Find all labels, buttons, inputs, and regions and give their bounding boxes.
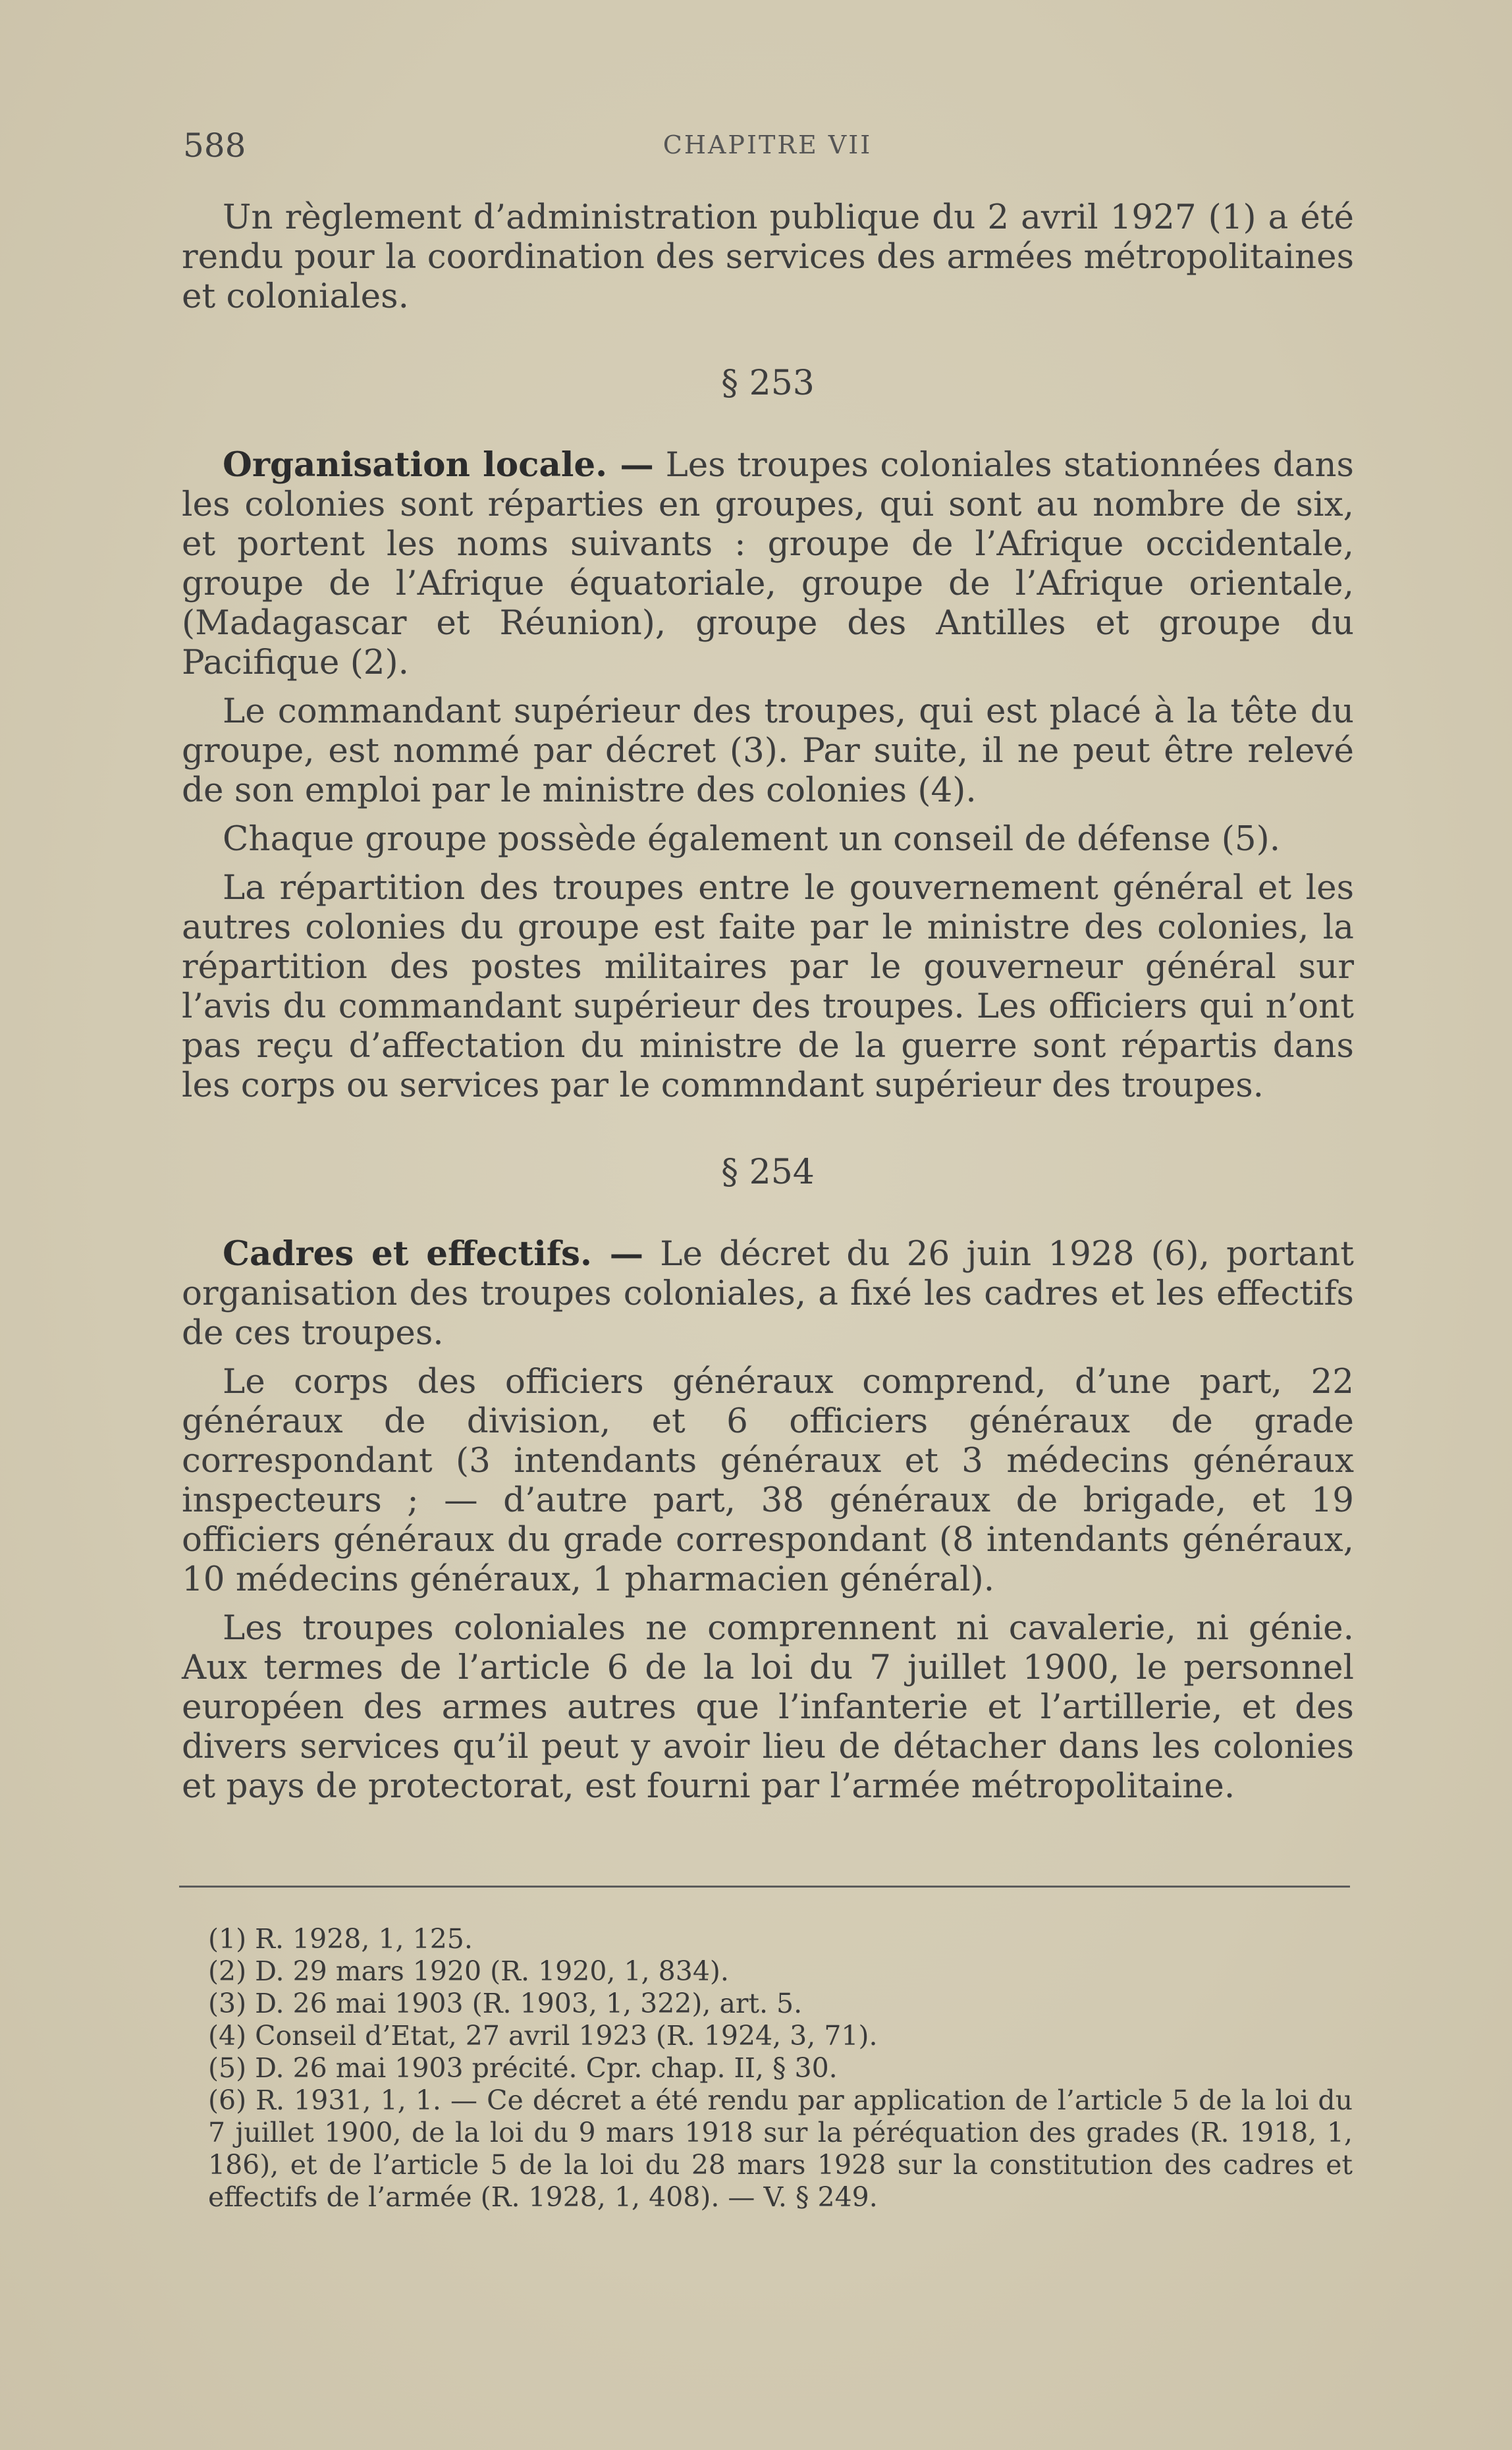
section-254-paragraph-3: Les troupes coloniales ne comprennent ni cavalerie, ni génie. Aux termes de l’article 6 de la loi du 7 juillet 1900, le personnel européen des armes autres que l’infanterie et l’artillerie, et des divers services qu’il peut y avoir lieu de détacher dans les colonies et pays de protectorat, est fourni par l’armée métropolitaine. xyxy=(182,1608,1354,1806)
section-253-heading: § 253 xyxy=(721,364,815,403)
footnote-5: (5) D. 26 mai 1903 précité. Cpr. chap. II, § 30. xyxy=(208,2052,838,2084)
footnote-2: (2) D. 29 mars 1920 (R. 1920, 1, 834). xyxy=(208,1955,729,1987)
section-253-paragraph-2: Le commandant supérieur des troupes, qui est placé à la tête du groupe, est nommé par décret (3). Par suite, il ne peut être relevé de son emploi par le ministre des colonies (4). xyxy=(182,692,1354,810)
section-254-run-in-title: Cadres et effectifs. — xyxy=(223,1234,644,1274)
section-253-run-in-title: Organisation locale. — xyxy=(223,445,654,485)
footnote-3: (3) D. 26 mai 1903 (R. 1903, 1, 322), art. 5. xyxy=(208,1988,803,2019)
intro-paragraph: Un règlement d’administration publique du 2 avril 1927 (1) a été rendu pour la coordination des services des armées métropolitaines et coloniales. xyxy=(182,198,1354,316)
footnote-1: (1) R. 1928, 1, 125. xyxy=(208,1923,473,1955)
main-text xyxy=(182,198,1354,1815)
section-253-paragraph-1 xyxy=(182,445,1354,682)
page-number: 588 xyxy=(183,126,246,165)
section-254-paragraph-2: Le corps des officiers généraux comprend, d’une part, 22 généraux de division, et 6 officiers généraux de grade correspondant (3 intendants généraux et 3 médecins généraux inspecteurs ; — d’autre part, 38 généraux de brigade, et 19 officiers généraux du grade correspondant (8 intendants généraux, 10 médecins généraux, 1 pharmacien général). xyxy=(182,1362,1354,1599)
section-253-paragraph-3: Chaque groupe possède également un conseil de défense (5). xyxy=(223,819,1281,859)
section-254-heading: § 254 xyxy=(721,1153,815,1192)
footnote-4: (4) Conseil d’Etat, 27 avril 1923 (R. 1924, 3, 71). xyxy=(208,2020,878,2052)
footnote-6: (6) R. 1931, 1, 1. — Ce décret a été rendu par application de l’article 5 de la loi du 7 juillet 1900, de la loi du 9 mars 1918 sur la péréquation des grades (R. 1918, 1, 186), et de l’article 5 de la loi du 28 mars 1928 sur la constitution des cadres et effectifs de l’armée (R. 1928, 1, 408). — V. § 249. xyxy=(208,2084,1353,2213)
running-head: CHAPITRE VII xyxy=(662,130,873,159)
section-254-paragraph-1 xyxy=(182,1234,1354,1353)
section-253-paragraph-1-text: Les troupes coloniales stationnées dans les colonies sont réparties en groupes, qui sont au nombre de six, et portent les noms suivants : groupe de l’Afrique occidentale, groupe de l’Afrique équatoriale, groupe de l’Afrique orientale, (Madagascar et Réunion), groupe des Antilles et groupe du Pacifique (2). xyxy=(182,445,1354,682)
section-254-paragraph-1-text: Le décret du 26 juin 1928 (6), portant organisation des troupes coloniales, a fixé les cadres et les effectifs de ces troupes. xyxy=(182,1234,1354,1353)
footnote-divider xyxy=(179,1886,1350,1888)
section-253-paragraph-4: La répartition des troupes entre le gouvernement général et les autres colonies du groupe est faite par le ministre des colonies, la répartition des postes militaires par le gouverneur général sur l’avis du commandant supérieur des troupes. Les officiers qui n’ont pas reçu d’affectation du ministre de la guerre sont répartis dans les corps ou services par le commndant supérieur des troupes. xyxy=(182,868,1354,1105)
page-header xyxy=(183,126,1352,173)
footnotes xyxy=(182,1923,1353,2214)
